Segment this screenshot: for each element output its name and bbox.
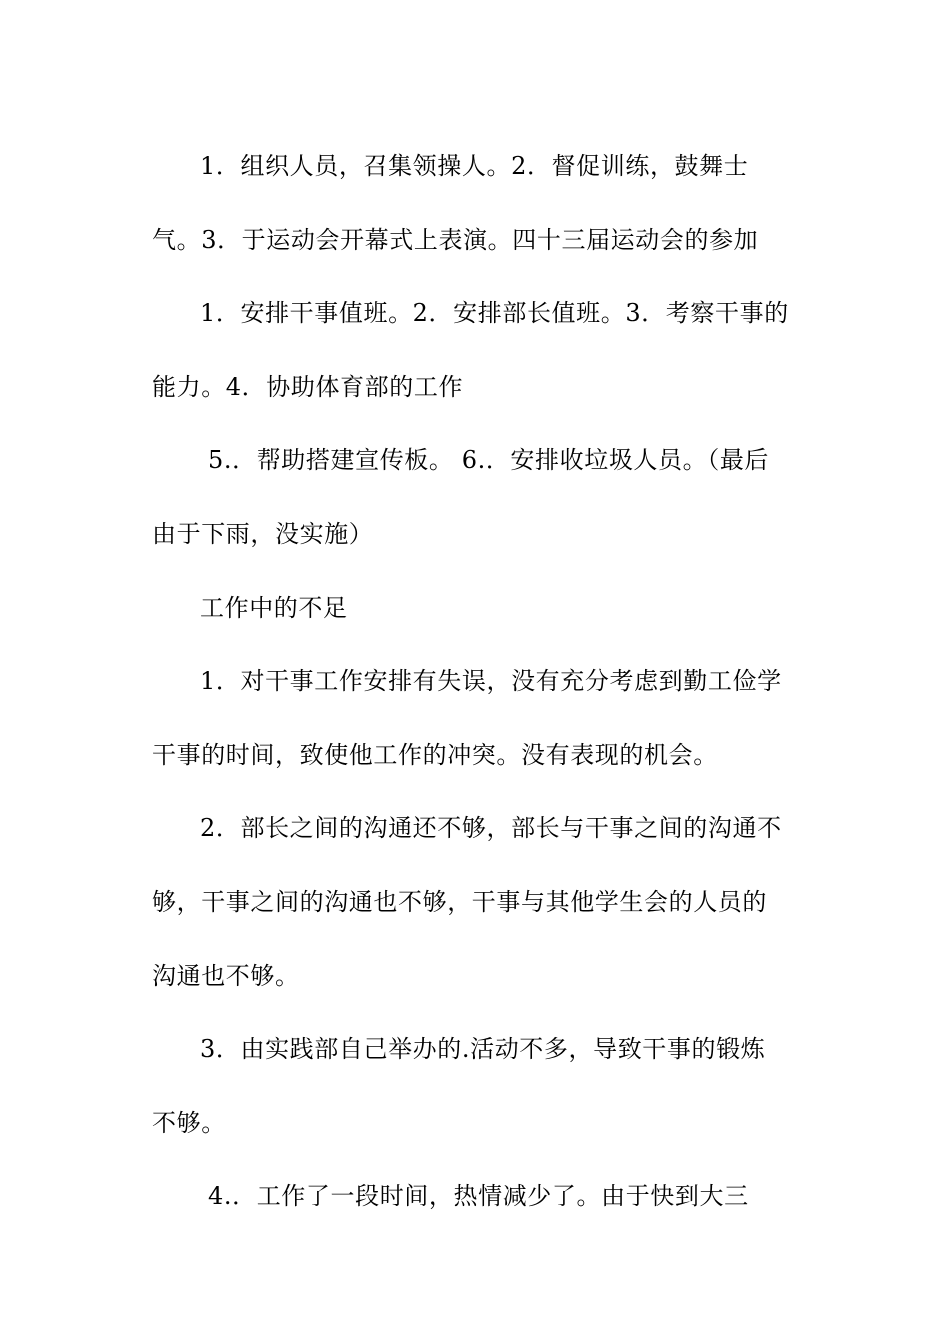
paragraph-1	[152, 130, 812, 277]
text-line: 5.．帮助搭建宣传板。 6.．安排收垃圾人员。（最后	[208, 446, 770, 475]
paragraph-3	[152, 424, 812, 571]
text-line: 2．部长之间的沟通还不够，部长与干事之间的沟通不	[200, 814, 782, 843]
paragraph-5	[152, 645, 812, 792]
text-line: 3．由实践部自己举办的.活动不多，导致干事的锻炼	[200, 1035, 766, 1064]
text-line: 不够。	[152, 1108, 226, 1137]
paragraph-2	[152, 277, 812, 424]
text-line: 1．组织人员，召集领操人。2．督促训练，鼓舞士	[200, 152, 749, 180]
paragraph-8	[152, 1160, 812, 1234]
text-line: 4.．工作了一段时间，热情减少了。由于快到大三	[208, 1182, 749, 1211]
paragraph-7	[152, 1013, 812, 1160]
text-line: 1．对干事工作安排有失误，没有充分考虑到勤工俭学	[200, 667, 782, 696]
section-heading-shortcomings	[152, 572, 812, 646]
document-body	[152, 130, 812, 1234]
text-line: 干事的时间，致使他工作的冲突。没有表现的机会。	[152, 740, 718, 769]
text-line: 由于下雨，没实施）	[152, 519, 374, 548]
text-line: 1．安排干事值班。2．安排部长值班。3．考察干事的	[200, 299, 789, 328]
paragraph-6	[152, 792, 812, 1013]
text-line: 能力。4．协助体育部的工作	[152, 372, 464, 401]
text-line: 够，干事之间的沟通也不够，干事与其他学生会的人员的	[152, 887, 767, 916]
heading-text: 工作中的不足	[200, 593, 348, 622]
text-line: 气。3．于运动会开幕式上表演。四十三届运动会的参加	[152, 225, 759, 254]
text-line: 沟通也不够。	[152, 961, 300, 990]
